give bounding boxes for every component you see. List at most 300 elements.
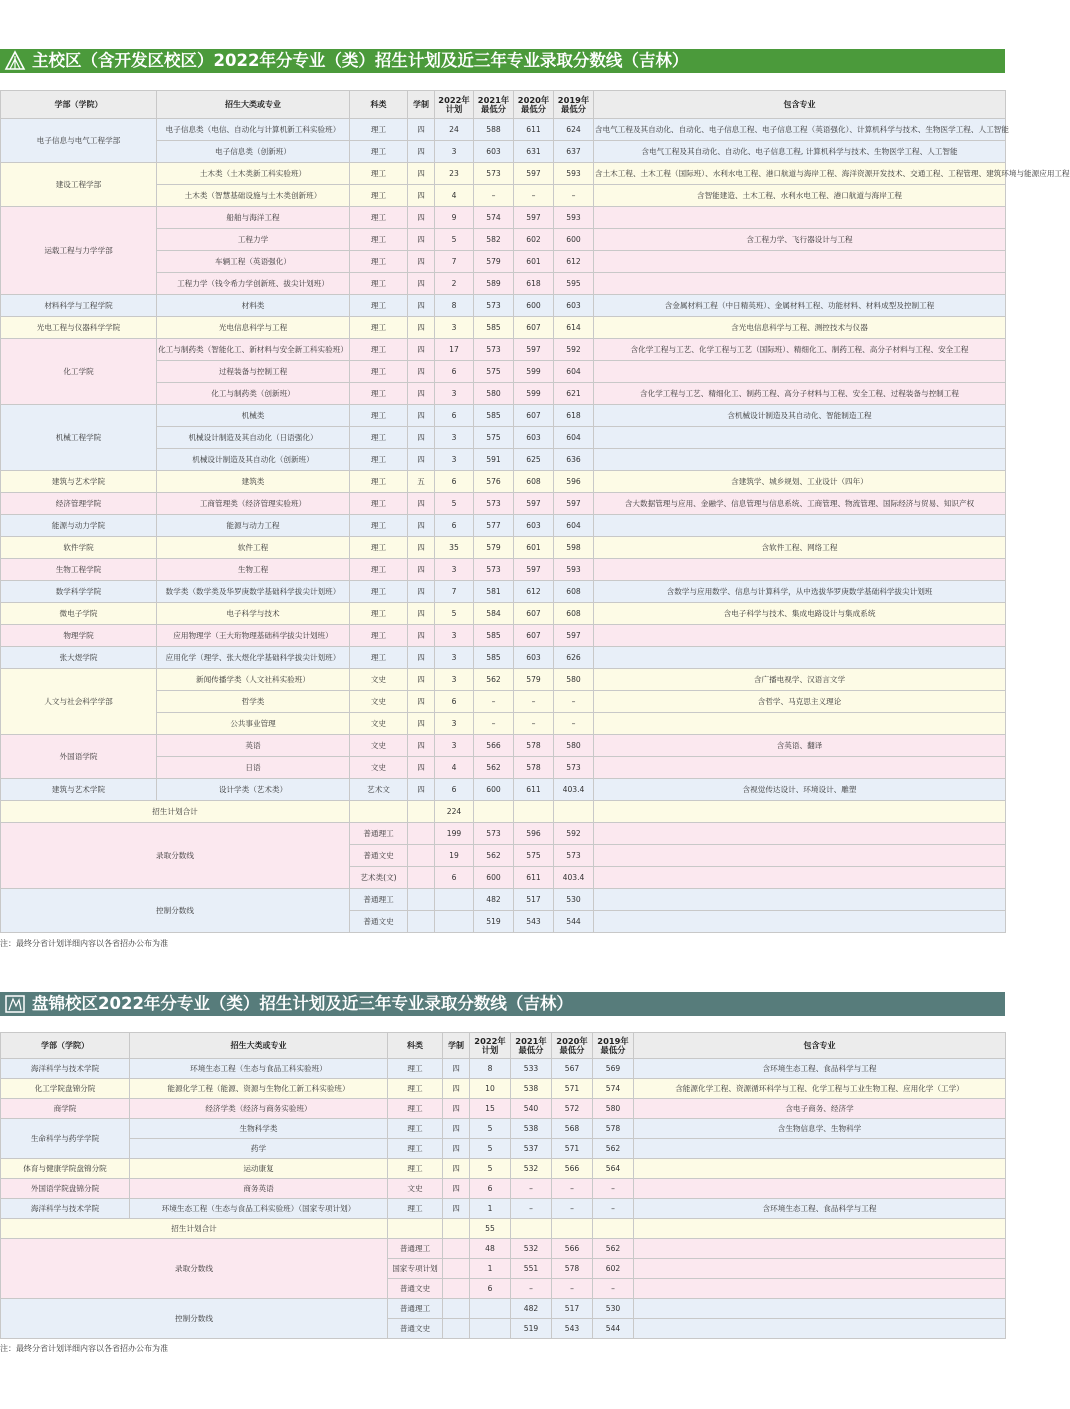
control-score-label: 控制分数线: [1, 889, 350, 933]
program-cell: 光电信息科学与工程: [157, 317, 350, 339]
duration-cell: 四: [408, 581, 435, 603]
included-majors-cell: 含建筑学、城乡规划、工业设计（四年）: [594, 471, 1006, 493]
score-2021-cell: 573: [474, 339, 514, 361]
empty-cell: [350, 801, 408, 823]
school-cell: 电子信息与电气工程学部: [1, 119, 157, 163]
plan-cell: 3: [435, 559, 474, 581]
category-cell: 普通文史: [350, 911, 408, 933]
category-cell: 文史: [350, 669, 408, 691]
table-row: [1, 1099, 1006, 1119]
plan-cell: 5: [470, 1159, 511, 1179]
school-cell: 外国语学院盘锦分院: [1, 1179, 130, 1199]
table-row: [1, 559, 1006, 581]
empty-cell: [594, 845, 1006, 867]
program-cell: 工程力学（钱令希力学创新班、拔尖计划班）: [157, 273, 350, 295]
score-2021-cell: 573: [474, 493, 514, 515]
program-cell: 环境生态工程（生态与食品工科实验班）: [130, 1059, 388, 1079]
header-plan-2022: 2022年 计划: [470, 1033, 511, 1059]
score-2021-cell: 603: [474, 141, 514, 163]
score-2021-cell: 585: [474, 647, 514, 669]
category-cell: 理工: [350, 647, 408, 669]
score-2020-cell: 607: [514, 405, 554, 427]
plan-cell: 3: [435, 449, 474, 471]
empty-cell: [634, 1219, 1006, 1239]
included-majors-cell: 含生物信息学、生物科学: [634, 1119, 1006, 1139]
table-row: [1, 1159, 1006, 1179]
plan-cell: 3: [435, 427, 474, 449]
header-category: 科类: [388, 1033, 443, 1059]
score-2020-cell: 618: [514, 273, 554, 295]
included-majors-cell: 含大数据管理与应用、金融学、信息管理与信息系统、工商管理、物流管理、国际经济与贸易、知识产权: [594, 493, 1006, 515]
empty-cell: [593, 1219, 634, 1239]
plan-cell: 3: [435, 383, 474, 405]
score-2020-cell: 597: [514, 339, 554, 361]
program-cell: 商务英语: [130, 1179, 388, 1199]
included-majors-cell: [634, 1139, 1006, 1159]
score-2021-cell: 573: [474, 559, 514, 581]
plan-cell: 17: [435, 339, 474, 361]
included-majors-cell: [594, 273, 1006, 295]
program-cell: 公共事业管理: [157, 713, 350, 735]
score-2019-cell: –: [554, 691, 594, 713]
score-2019-cell: 578: [593, 1119, 634, 1139]
score-2019-cell: 580: [554, 735, 594, 757]
table-row: [1, 295, 1006, 317]
score-2019-cell: 600: [554, 229, 594, 251]
score-2021-cell: 566: [474, 735, 514, 757]
score-2020-cell: 631: [514, 141, 554, 163]
score-2020-cell: 599: [514, 383, 554, 405]
school-cell: 经济管理学院: [1, 493, 157, 515]
score-2020-cell: 568: [552, 1119, 593, 1139]
score-2020-cell: 611: [514, 779, 554, 801]
section2-note: 注：最终分省计划详细内容以各省招办公布为准: [0, 1344, 168, 1353]
plan-cell: 5: [435, 229, 474, 251]
plan-cell: 10: [470, 1079, 511, 1099]
total-row: [1, 801, 1006, 823]
school-cell: 海洋科学与技术学院: [1, 1059, 130, 1079]
score-2019-cell: 403.4: [554, 779, 594, 801]
plan-cell: 6: [435, 867, 474, 889]
section2-table: [0, 1032, 1006, 1339]
score-2020-cell: 597: [514, 493, 554, 515]
score-2021-cell: 585: [474, 405, 514, 427]
category-cell: 理工: [388, 1059, 443, 1079]
score-2020-cell: 601: [514, 251, 554, 273]
score-2020-cell: 566: [552, 1239, 593, 1259]
score-2021-cell: 588: [474, 119, 514, 141]
score-2019-cell: 595: [554, 273, 594, 295]
duration-cell: 四: [408, 493, 435, 515]
included-majors-cell: [634, 1179, 1006, 1199]
program-cell: 生物科学类: [130, 1119, 388, 1139]
category-cell: 普通理工: [388, 1299, 443, 1319]
score-2020-cell: 579: [514, 669, 554, 691]
included-majors-cell: 含电子科学与技术、集成电路设计与集成系统: [594, 603, 1006, 625]
plan-cell: 6: [470, 1179, 511, 1199]
campus-logo-icon: [4, 51, 26, 71]
campus-logo-icon: [4, 994, 26, 1014]
included-majors-cell: 含软件工程、网络工程: [594, 537, 1006, 559]
score-2019-cell: 603: [554, 295, 594, 317]
empty-cell: [634, 1259, 1006, 1279]
score-2021-cell: 576: [474, 471, 514, 493]
category-cell: 理工: [388, 1079, 443, 1099]
program-cell: 生物工程: [157, 559, 350, 581]
score-2020-cell: 611: [514, 119, 554, 141]
empty-cell: [443, 1259, 470, 1279]
empty-cell: [388, 1219, 443, 1239]
school-cell: 生命科学与药学学院: [1, 1119, 130, 1159]
plan-cell: 1: [470, 1199, 511, 1219]
duration-cell: 四: [408, 295, 435, 317]
score-2019-cell: –: [593, 1279, 634, 1299]
table-row: [1, 647, 1006, 669]
score-2019-cell: 602: [593, 1259, 634, 1279]
score-2020-cell: 596: [514, 823, 554, 845]
category-cell: 理工: [350, 537, 408, 559]
program-cell: 机械设计制造及其自动化（创新班）: [157, 449, 350, 471]
included-majors-cell: [594, 427, 1006, 449]
score-2021-cell: 591: [474, 449, 514, 471]
score-2020-cell: 600: [514, 295, 554, 317]
plan-cell: 5: [435, 493, 474, 515]
total-plan-cell: 55: [470, 1219, 511, 1239]
table-row: [1, 1119, 1006, 1139]
score-2021-cell: 589: [474, 273, 514, 295]
total-row: [1, 1219, 1006, 1239]
score-2020-cell: 607: [514, 603, 554, 625]
plan-cell: 7: [435, 251, 474, 273]
duration-cell: 四: [408, 185, 435, 207]
included-majors-cell: 含电气工程及其自动化、自动化、电子信息工程, 计算机科学与技术、生物医学工程、人工智能: [594, 141, 1006, 163]
score-2021-cell: 585: [474, 317, 514, 339]
table-row: [1, 537, 1006, 559]
duration-cell: 四: [408, 141, 435, 163]
duration-cell: 四: [443, 1079, 470, 1099]
duration-cell: 四: [443, 1139, 470, 1159]
plan-cell: 6: [435, 515, 474, 537]
category-cell: 文史: [350, 757, 408, 779]
score-2021-cell: 538: [511, 1079, 552, 1099]
school-cell: 光电工程与仪器科学学院: [1, 317, 157, 339]
included-majors-cell: 含英语、翻译: [594, 735, 1006, 757]
score-2019-cell: 636: [554, 449, 594, 471]
empty-cell: [408, 801, 435, 823]
score-2019-cell: 608: [554, 581, 594, 603]
duration-cell: 四: [408, 757, 435, 779]
program-cell: 化工与制药类（创新班）: [157, 383, 350, 405]
score-2021-cell: 585: [474, 625, 514, 647]
plan-cell: 7: [435, 581, 474, 603]
score-2021-cell: 519: [474, 911, 514, 933]
plan-cell: 3: [435, 735, 474, 757]
duration-cell: 四: [408, 515, 435, 537]
score-2020-cell: –: [514, 185, 554, 207]
score-2019-cell: 608: [554, 603, 594, 625]
empty-cell: [408, 823, 435, 845]
header-school: 学部（学院）: [1, 91, 157, 119]
empty-cell: [634, 1319, 1006, 1339]
control-score-row: [1, 1299, 1006, 1319]
duration-cell: 四: [408, 559, 435, 581]
empty-cell: [443, 1239, 470, 1259]
plan-cell: 6: [435, 405, 474, 427]
total-plan-cell: 224: [435, 801, 474, 823]
plan-cell: 3: [435, 647, 474, 669]
plan-cell: 199: [435, 823, 474, 845]
empty-cell: [594, 867, 1006, 889]
table-row: [1, 1139, 1006, 1159]
program-cell: 车辆工程（英语强化）: [157, 251, 350, 273]
duration-cell: 四: [408, 537, 435, 559]
score-2020-cell: 578: [552, 1259, 593, 1279]
score-2019-cell: 592: [554, 339, 594, 361]
empty-cell: [594, 823, 1006, 845]
plan-cell: [435, 889, 474, 911]
program-cell: 工程力学: [157, 229, 350, 251]
score-2021-cell: 573: [474, 823, 514, 845]
included-majors-cell: 含机械设计制造及其自动化、智能制造工程: [594, 405, 1006, 427]
included-majors-cell: 含哲学、马克思主义理论: [594, 691, 1006, 713]
score-2020-cell: 517: [552, 1299, 593, 1319]
program-cell: 软件工程: [157, 537, 350, 559]
duration-cell: 四: [408, 163, 435, 185]
score-2019-cell: 612: [554, 251, 594, 273]
header-included-majors: 包含专业: [634, 1033, 1006, 1059]
school-cell: 张大煜学院: [1, 647, 157, 669]
score-2020-cell: 601: [514, 537, 554, 559]
score-2019-cell: 604: [554, 515, 594, 537]
duration-cell: 四: [443, 1119, 470, 1139]
plan-cell: 6: [435, 361, 474, 383]
category-cell: 理工: [350, 581, 408, 603]
duration-cell: 四: [408, 317, 435, 339]
header-school: 学部（学院）: [1, 1033, 130, 1059]
score-2019-cell: 637: [554, 141, 594, 163]
included-majors-cell: 含光电信息科学与工程、测控技术与仪器: [594, 317, 1006, 339]
category-cell: 普通理工: [350, 823, 408, 845]
score-2021-cell: 580: [474, 383, 514, 405]
duration-cell: 四: [408, 119, 435, 141]
empty-cell: [408, 867, 435, 889]
program-cell: 设计学类（艺术类）: [157, 779, 350, 801]
plan-cell: 3: [435, 713, 474, 735]
score-2021-cell: 575: [474, 361, 514, 383]
category-cell: 理工: [350, 295, 408, 317]
score-2019-cell: 597: [554, 493, 594, 515]
section1-note: 注：最终分省计划详细内容以各省招办公布为准: [0, 939, 168, 948]
duration-cell: 四: [408, 735, 435, 757]
header-included-majors: 包含专业: [594, 91, 1006, 119]
included-majors-cell: [594, 361, 1006, 383]
empty-cell: [443, 1279, 470, 1299]
table-header-row: [1, 1033, 1006, 1059]
school-cell: 生物工程学院: [1, 559, 157, 581]
program-cell: 环境生态工程（生态与食品工科实验班）（国家专项计划）: [130, 1199, 388, 1219]
score-2020-cell: 572: [552, 1099, 593, 1119]
score-2019-cell: 626: [554, 647, 594, 669]
score-2019-cell: 403.4: [554, 867, 594, 889]
score-2020-cell: 608: [514, 471, 554, 493]
header-duration: 学制: [443, 1033, 470, 1059]
included-majors-cell: 含能源化学工程、资源循环科学与工程、化学工程与工业生物工程、应用化学（工学）: [634, 1079, 1006, 1099]
score-2020-cell: 612: [514, 581, 554, 603]
plan-cell: 3: [435, 625, 474, 647]
score-2020-cell: 602: [514, 229, 554, 251]
category-cell: 理工: [388, 1159, 443, 1179]
category-cell: 理工: [350, 119, 408, 141]
control-score-label: 控制分数线: [1, 1299, 388, 1339]
category-cell: 理工: [350, 185, 408, 207]
score-2019-cell: –: [593, 1199, 634, 1219]
table-row: [1, 163, 1006, 185]
empty-cell: [408, 911, 435, 933]
score-2019-cell: 574: [593, 1079, 634, 1099]
category-cell: 文史: [388, 1179, 443, 1199]
score-2021-cell: 577: [474, 515, 514, 537]
category-cell: 理工: [350, 405, 408, 427]
empty-cell: [554, 801, 594, 823]
score-2019-cell: 544: [554, 911, 594, 933]
total-label: 招生计划合计: [1, 801, 350, 823]
plan-cell: [470, 1299, 511, 1319]
score-2019-cell: 592: [554, 823, 594, 845]
category-cell: 理工: [350, 207, 408, 229]
section2-title: 盘锦校区2022年分专业（类）招生计划及近三年专业录取分数线（吉林）: [32, 994, 573, 1013]
duration-cell: 四: [408, 779, 435, 801]
program-cell: 运动康复: [130, 1159, 388, 1179]
category-cell: 文史: [350, 691, 408, 713]
header-category: 科类: [350, 91, 408, 119]
header-duration: 学制: [408, 91, 435, 119]
empty-cell: [594, 801, 1006, 823]
score-2019-cell: 580: [593, 1099, 634, 1119]
included-majors-cell: [594, 515, 1006, 537]
score-2019-cell: 580: [554, 669, 594, 691]
empty-cell: [408, 889, 435, 911]
plan-cell: 8: [435, 295, 474, 317]
score-2021-cell: –: [474, 713, 514, 735]
score-2021-cell: 581: [474, 581, 514, 603]
score-2021-cell: 537: [511, 1139, 552, 1159]
plan-cell: 3: [435, 669, 474, 691]
score-2021-cell: –: [474, 691, 514, 713]
included-majors-cell: 含视觉传达设计、环境设计、雕塑: [594, 779, 1006, 801]
score-2019-cell: 562: [593, 1139, 634, 1159]
score-2020-cell: 607: [514, 317, 554, 339]
table-row: [1, 515, 1006, 537]
school-cell: 化工学院: [1, 339, 157, 405]
score-2020-cell: 607: [514, 625, 554, 647]
category-cell: 国家专项计划: [388, 1259, 443, 1279]
score-2020-cell: 603: [514, 647, 554, 669]
category-cell: 理工: [350, 427, 408, 449]
score-2019-cell: 624: [554, 119, 594, 141]
score-2020-cell: –: [552, 1179, 593, 1199]
program-cell: 电子信息类（电信、自动化与计算机新工科实验班）: [157, 119, 350, 141]
category-cell: 普通理工: [350, 889, 408, 911]
score-2019-cell: 544: [593, 1319, 634, 1339]
program-cell: 英语: [157, 735, 350, 757]
score-2021-cell: 575: [474, 427, 514, 449]
duration-cell: 四: [443, 1059, 470, 1079]
table-row: [1, 1179, 1006, 1199]
score-2020-cell: 597: [514, 559, 554, 581]
category-cell: 理工: [350, 493, 408, 515]
school-cell: 软件学院: [1, 537, 157, 559]
school-cell: 建设工程学部: [1, 163, 157, 207]
included-majors-cell: 含金属材料工程（中日精英班）、金属材料工程、功能材料、材料成型及控制工程: [594, 295, 1006, 317]
empty-cell: [443, 1299, 470, 1319]
included-majors-cell: [594, 207, 1006, 229]
school-cell: 数学科学学院: [1, 581, 157, 603]
included-majors-cell: 含化学工程与工艺、化学工程与工艺（国际班）、精细化工、制药工程、高分子材料与工程、安全工程: [594, 339, 1006, 361]
included-majors-cell: [594, 449, 1006, 471]
score-2020-cell: –: [552, 1199, 593, 1219]
score-2020-cell: 599: [514, 361, 554, 383]
score-2021-cell: 579: [474, 251, 514, 273]
category-cell: 理工: [388, 1099, 443, 1119]
included-majors-cell: 含电气工程及其自动化、自动化、电子信息工程、电子信息工程（英语强化）、计算机科学与技术、生物医学工程、人工智能: [594, 119, 1006, 141]
total-label: 招生计划合计: [1, 1219, 388, 1239]
category-cell: 理工: [350, 163, 408, 185]
duration-cell: 四: [443, 1179, 470, 1199]
duration-cell: 四: [408, 339, 435, 361]
score-2020-cell: 571: [552, 1139, 593, 1159]
score-2019-cell: 598: [554, 537, 594, 559]
category-cell: 文史: [350, 713, 408, 735]
program-cell: 应用物理学（王大珩物理基础科学拔尖计划班）: [157, 625, 350, 647]
score-2021-cell: 582: [474, 229, 514, 251]
plan-cell: 8: [470, 1059, 511, 1079]
school-cell: 运载工程与力学学部: [1, 207, 157, 295]
empty-cell: [594, 889, 1006, 911]
included-majors-cell: 含环境生态工程、食品科学与工程: [634, 1059, 1006, 1079]
plan-cell: 4: [435, 757, 474, 779]
empty-cell: [443, 1319, 470, 1339]
header-min-2021: 2021年 最低分: [511, 1033, 552, 1059]
score-2019-cell: 593: [554, 163, 594, 185]
plan-cell: 3: [435, 317, 474, 339]
school-cell: 材料科学与工程学院: [1, 295, 157, 317]
category-cell: 普通文史: [388, 1319, 443, 1339]
duration-cell: 四: [443, 1159, 470, 1179]
score-2020-cell: 571: [552, 1079, 593, 1099]
admission-score-label: 录取分数线: [1, 823, 350, 889]
duration-cell: 四: [408, 427, 435, 449]
duration-cell: 五: [408, 471, 435, 493]
included-majors-cell: [594, 757, 1006, 779]
program-cell: 建筑类: [157, 471, 350, 493]
table-row: [1, 603, 1006, 625]
admission-score-row: [1, 823, 1006, 845]
category-cell: 理工: [350, 471, 408, 493]
category-cell: 理工: [350, 141, 408, 163]
category-cell: 理工: [350, 317, 408, 339]
header-plan-2022: 2022年 计划: [435, 91, 474, 119]
category-cell: 理工: [350, 229, 408, 251]
table-row: [1, 779, 1006, 801]
duration-cell: 四: [408, 405, 435, 427]
score-2021-cell: –: [474, 185, 514, 207]
category-cell: 理工: [350, 339, 408, 361]
empty-cell: [634, 1279, 1006, 1299]
program-cell: 日语: [157, 757, 350, 779]
category-cell: 理工: [350, 625, 408, 647]
header-program: 招生大类或专业: [157, 91, 350, 119]
school-cell: 外国语学院: [1, 735, 157, 779]
